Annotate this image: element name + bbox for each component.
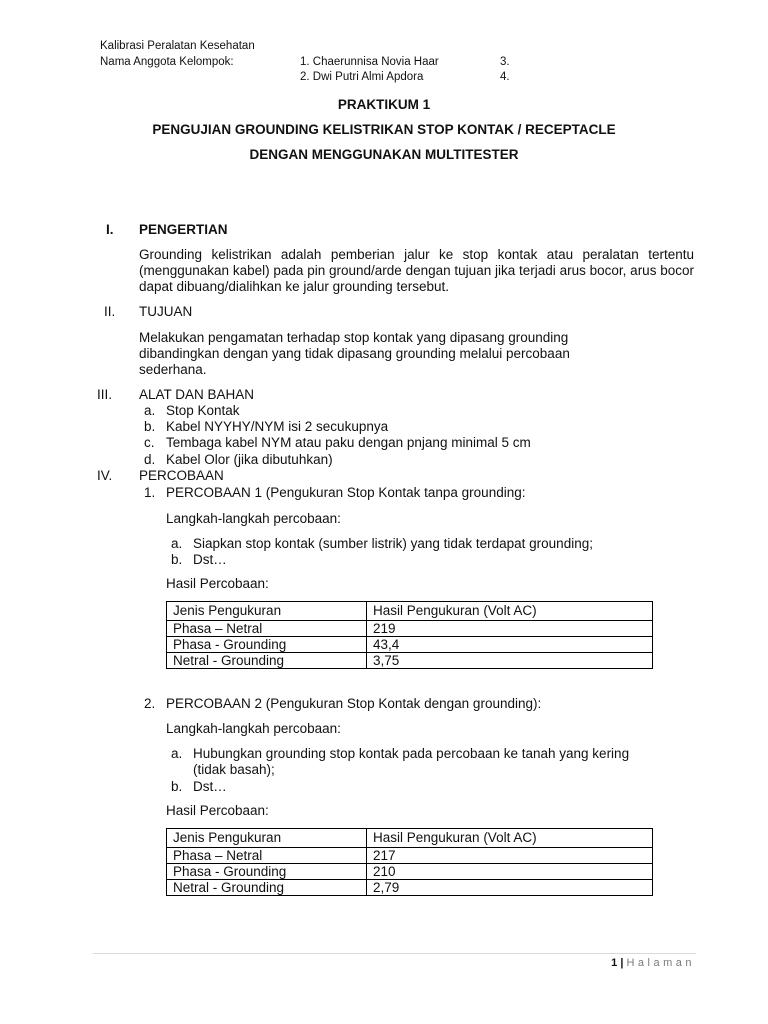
step-text: Siapkan stop kontak (sumber listrik) yang tidak terdapat grounding; (193, 536, 593, 551)
table-header-cell: Hasil Pengukuran (Volt AC) (367, 829, 653, 848)
section-2-paragraph: Melakukan pengamatan terhadap stop kontak yang dipasang grounding dibandingkan dengan yang tidak dipasang grounding melalui percobaan sederhana. (139, 330, 570, 377)
experiment-1-table (166, 601, 653, 669)
experiment-1-title: PERCOBAAN 1 (Pengukuran Stop Kontak tanpa grounding: (166, 485, 526, 500)
member-name: Chaerunnisa Novia Haar (312, 56, 439, 68)
table-cell: Phasa – Netral (167, 621, 367, 637)
experiment-1-number: 1. (144, 485, 156, 500)
section-3-heading: ALAT DAN BAHAN (139, 387, 255, 402)
step-text-continuation: (tidak basah); (193, 762, 275, 777)
footer-label: Halaman (626, 957, 695, 969)
member-3 (500, 56, 510, 68)
list-item: Stop Kontak (166, 403, 240, 418)
table-header-cell: Jenis Pengukuran (167, 602, 367, 621)
footer-separator: | (620, 957, 624, 969)
member-number: 3. (500, 56, 510, 68)
list-marker: b. (144, 419, 156, 434)
table-cell: 3,75 (367, 653, 653, 669)
table-cell: Phasa - Grounding (167, 864, 367, 880)
title-line-3: DENGAN MENGGUNAKAN MULTITESTER (249, 147, 519, 162)
list-item: Tembaga kabel NYM atau paku dengan pnjang minimal 5 cm (166, 435, 531, 450)
section-1-paragraph: Grounding kelistrikan adalah pemberian jalur ke stop kontak atau peralatan tertentu (menggunakan kabel) pada pin ground/arde dengan tujuan jika terjadi arus bocor, arus bocor dapat dibuang/dialihkan ke jalur grounding tersebut. (139, 247, 694, 294)
list-item: Kabel NYYHY/NYM isi 2 secukupnya (166, 419, 389, 434)
member-2 (300, 71, 423, 83)
section-1-numeral: I. (106, 222, 114, 237)
page-footer (560, 957, 695, 969)
members-label: Nama Anggota Kelompok: (100, 56, 234, 68)
list-marker: c. (144, 435, 155, 450)
table-cell: 219 (367, 621, 653, 637)
table-cell: 217 (367, 848, 653, 864)
table-header-row (167, 829, 653, 848)
member-number: 4. (500, 71, 510, 83)
member-number: 2. (300, 71, 310, 83)
table-header-cell: Hasil Pengukuran (Volt AC) (367, 602, 653, 621)
table-row (167, 653, 653, 669)
section-4-numeral: IV. (97, 468, 113, 483)
step-text: Dst… (193, 552, 227, 567)
experiment-2-table (166, 828, 653, 896)
footer-divider (93, 953, 696, 954)
step-marker: a. (171, 746, 183, 761)
section-2-numeral: II. (104, 304, 116, 319)
section-3-numeral: III. (97, 387, 113, 402)
table-row (167, 621, 653, 637)
course-name: Kalibrasi Peralatan Kesehatan (100, 40, 255, 52)
table-header-row (167, 602, 653, 621)
table-row (167, 848, 653, 864)
step-text: Dst… (193, 779, 227, 794)
title-line-1: PRAKTIKUM 1 (337, 97, 431, 112)
step-text: Hubungkan grounding stop kontak pada percobaan ke tanah yang kering (193, 746, 630, 761)
table-cell: Phasa – Netral (167, 848, 367, 864)
member-4 (500, 71, 510, 83)
section-2-heading: TUJUAN (139, 304, 193, 319)
table-cell: 2,79 (367, 880, 653, 896)
table-cell: 43,4 (367, 637, 653, 653)
member-1 (300, 56, 439, 68)
table-cell: Netral - Grounding (167, 880, 367, 896)
experiment-1-results-label: Hasil Percobaan: (166, 576, 269, 591)
section-4-heading: PERCOBAAN (139, 468, 224, 483)
experiment-2-steps-label: Langkah-langkah percobaan: (166, 721, 341, 736)
table-cell: 210 (367, 864, 653, 880)
table-row (167, 880, 653, 896)
member-number: 1. (300, 56, 310, 68)
title-line-2: PENGUJIAN GROUNDING KELISTRIKAN STOP KONTAK / RECEPTACLE (152, 122, 616, 137)
list-item: Kabel Olor (jika dibutuhkan) (166, 452, 333, 467)
table-header-cell: Jenis Pengukuran (167, 829, 367, 848)
experiment-2-results-label: Hasil Percobaan: (166, 803, 269, 818)
list-marker: a. (144, 403, 156, 418)
section-1-heading: PENGERTIAN (139, 222, 228, 237)
member-name: Dwi Putri Almi Apdora (312, 71, 424, 83)
table-row (167, 864, 653, 880)
list-marker: d. (144, 452, 156, 467)
page-number: 1 (611, 957, 618, 969)
experiment-1-steps-label: Langkah-langkah percobaan: (166, 511, 341, 526)
step-marker: b. (171, 779, 183, 794)
step-marker: a. (171, 536, 183, 551)
table-cell: Netral - Grounding (167, 653, 367, 669)
experiment-2-title: PERCOBAAN 2 (Pengukuran Stop Kontak dengan grounding): (166, 696, 542, 711)
table-row (167, 637, 653, 653)
table-cell: Phasa - Grounding (167, 637, 367, 653)
step-marker: b. (171, 552, 183, 567)
experiment-2-number: 2. (144, 696, 156, 711)
